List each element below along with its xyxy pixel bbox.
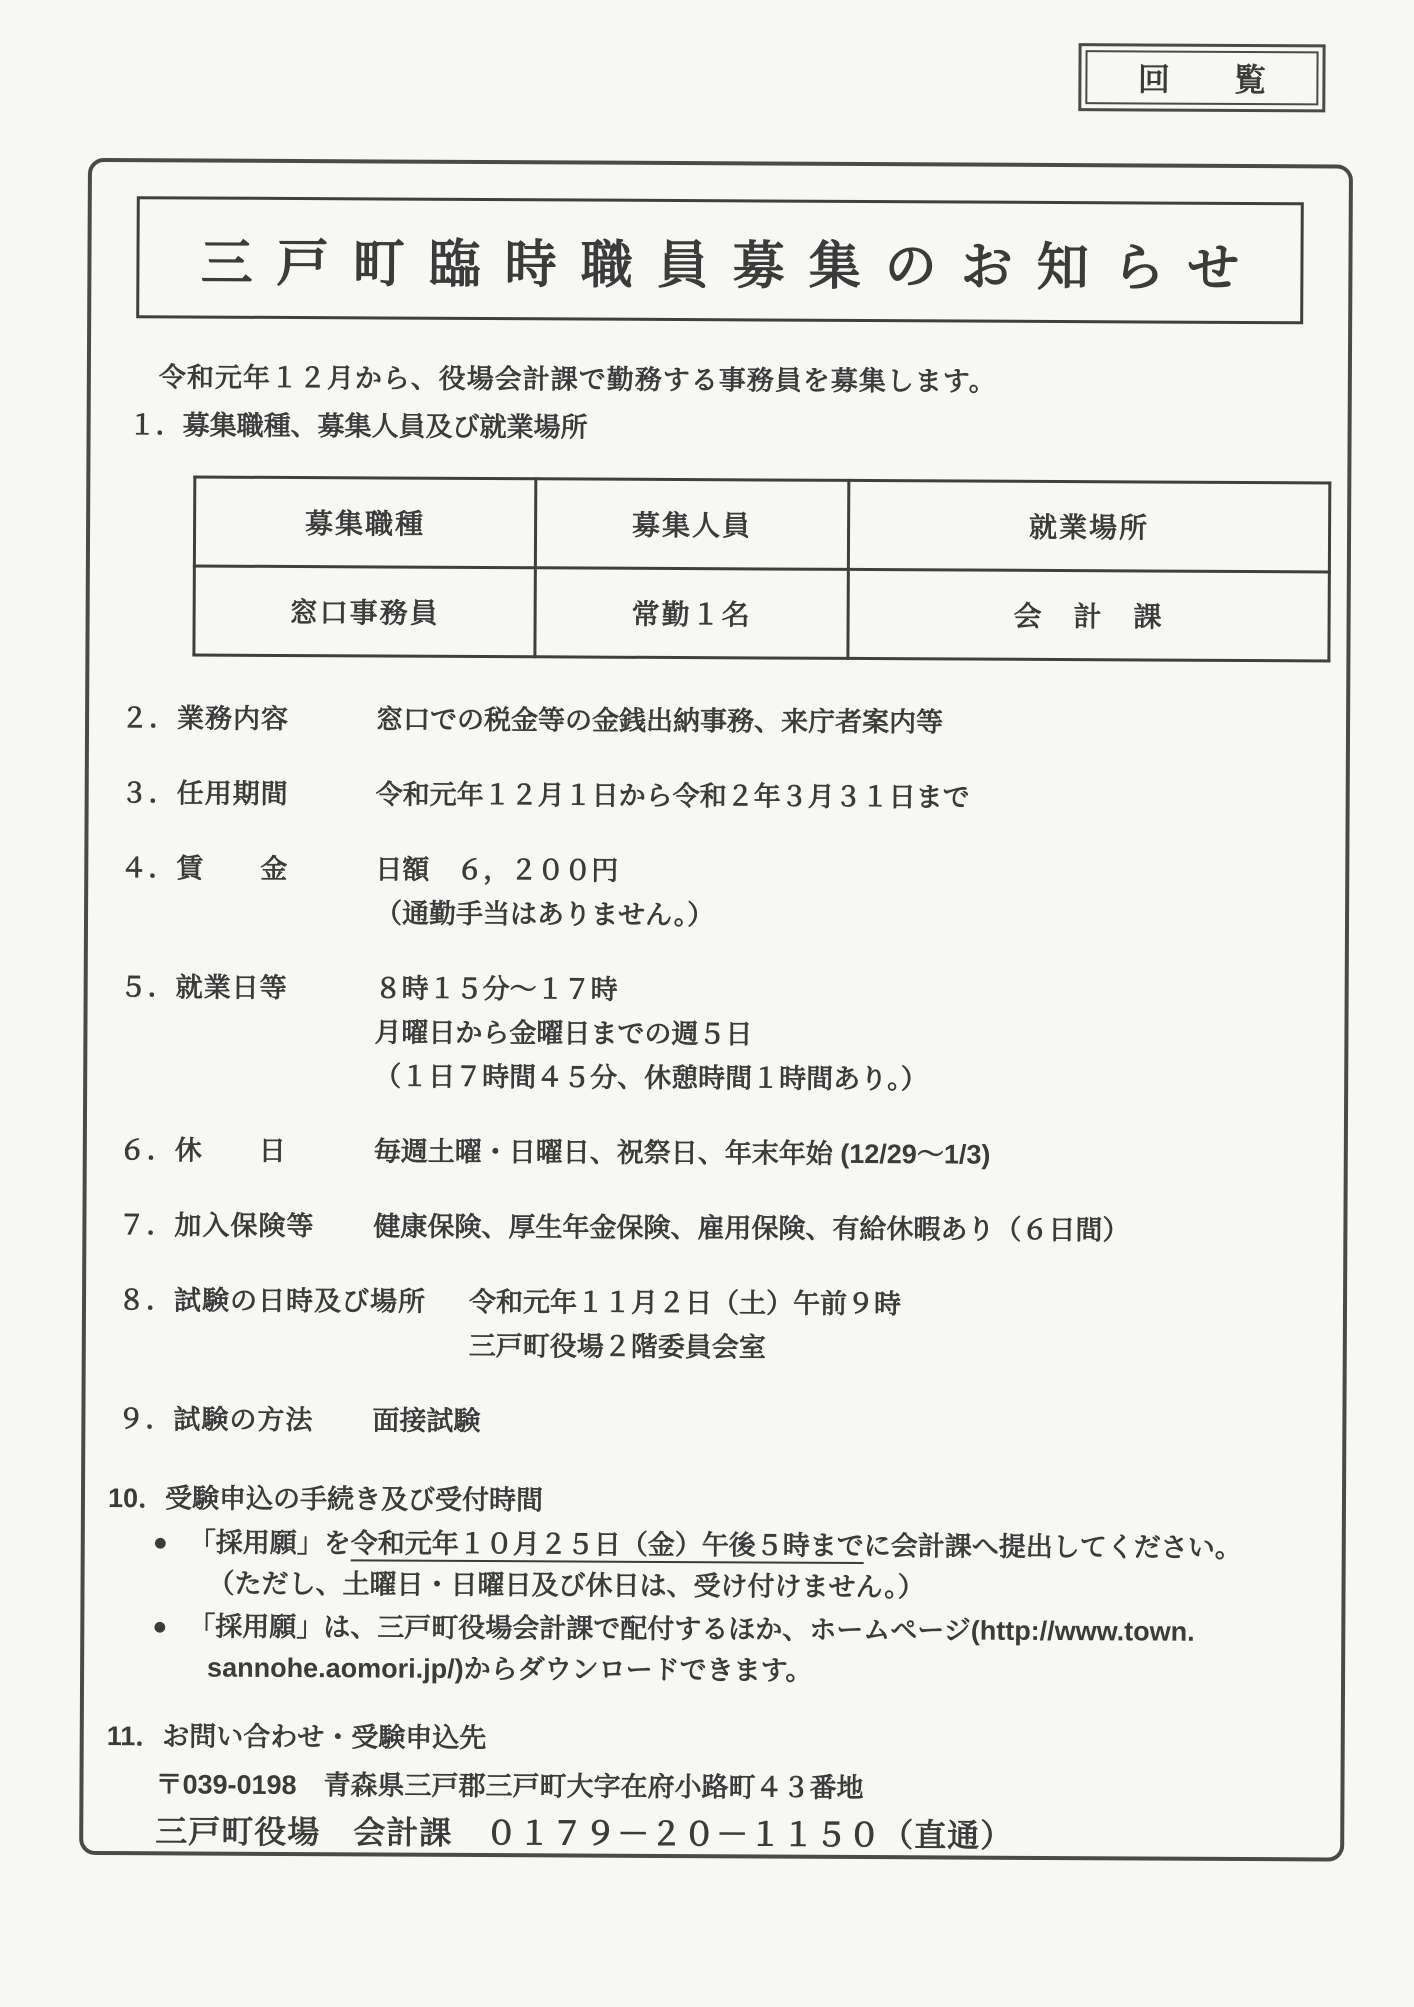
table-header-workplace: 就業場所 xyxy=(848,480,1329,572)
application-form-item xyxy=(152,1606,1341,1653)
deadline-note: （ただし、土曜日・日曜日及び休日は、受け付けません。） xyxy=(207,1568,925,1603)
table-header-row xyxy=(194,477,1329,572)
section-row-insurance xyxy=(118,1203,1343,1253)
section-row-exam-datetime xyxy=(118,1278,1343,1372)
table-cell-job-type: 窓口事務員 xyxy=(194,566,535,657)
section-content-line: 日額 ６，２００円 xyxy=(375,854,619,886)
bullet-icon: ● xyxy=(152,1612,168,1641)
application-form-text-line1: 「採用願」は、三戸町役場会計課で配付するほか、ホームページ(http://www.town. xyxy=(188,1611,1195,1647)
section-content-line: 令和元年１２月１日から令和２年３月３１日まで xyxy=(375,779,970,813)
document-frame xyxy=(79,158,1353,1862)
section-row-exam-method xyxy=(117,1397,1342,1447)
table-row xyxy=(194,566,1329,661)
section-content-line: （１日７時間４５分、休憩時間１時間あり。） xyxy=(374,1061,928,1095)
section-label: ４．賃 金 xyxy=(120,853,289,884)
section-10-heading: 10．受験申込の手続き及び受付時間 xyxy=(107,1483,544,1516)
section-content-line: 窓口での税金等の金銭出納事務、来庁者案内等 xyxy=(375,704,944,738)
table-header-headcount: 募集人員 xyxy=(535,479,848,570)
section-1-heading: １．募集職種、募集人員及び就業場所 xyxy=(128,410,588,443)
section-label: ９．試験の方法 xyxy=(117,1404,314,1436)
intro-text: 令和元年１２月から、役場会計課で勤務する事務員を募集します。 xyxy=(158,362,997,397)
section-label: ２．業務内容 xyxy=(120,703,290,734)
section-content-line: 月曜日から金曜日までの週５日 xyxy=(374,1017,753,1050)
section-label: ５．就業日等 xyxy=(119,972,288,1003)
notice-title: 三戸町臨時職員募集のお知らせ xyxy=(200,234,1264,298)
section-content-line: 三戸町役場２階委員会室 xyxy=(468,1330,766,1363)
table-header-job-type: 募集職種 xyxy=(194,477,535,568)
section-content-line: （通勤手当はありません。） xyxy=(374,898,715,931)
notice-title-box xyxy=(136,196,1304,324)
application-deadline-item xyxy=(153,1522,1342,1569)
section-label: ６．休 日 xyxy=(118,1135,287,1166)
contact-phone: 三戸町役場 会計課 ０１７９－２０－１１５０（直通） xyxy=(155,1813,1014,1854)
application-deadline-text xyxy=(189,1522,1242,1569)
section-content-line: 面接試験 xyxy=(372,1405,481,1437)
section-label: ８．試験の日時及び場所 xyxy=(117,1285,427,1317)
table-cell-workplace: 会 計 課 xyxy=(848,569,1329,661)
section-content-line: 令和元年１１月２日（土）午前９時 xyxy=(468,1286,902,1320)
section-row-duties xyxy=(121,696,1346,746)
application-form-text-line2: sannohe.aomori.jp/)からダウンロードできます。 xyxy=(207,1652,813,1686)
section-row-holidays xyxy=(119,1128,1344,1178)
section-row-workdays xyxy=(119,965,1345,1103)
circulation-stamp-label: 回 覧 xyxy=(1085,50,1318,105)
recruitment-table xyxy=(192,475,1331,662)
section-content-line: ８時１５分～１７時 xyxy=(374,973,618,1005)
section-content-line: 健康保険、厚生年金保険、雇用保険、有給休暇あり（６日間） xyxy=(373,1211,1130,1246)
section-row-term xyxy=(121,771,1346,821)
deadline-post-text: に会計課へ提出してください。 xyxy=(863,1531,1242,1563)
section-row-wage xyxy=(120,846,1345,940)
bullet-icon: ● xyxy=(152,1528,168,1557)
section-label: ３．任用期間 xyxy=(120,778,289,809)
section-label: ７．加入保険等 xyxy=(118,1210,315,1242)
section-content-line: 毎週土曜・日曜日、祝祭日、年末年始 (12/29～1/3) xyxy=(373,1136,991,1170)
underlined-deadline: 令和元年１０月２５日（金）午後５時まで xyxy=(351,1528,864,1564)
circulation-stamp-box xyxy=(1078,43,1325,112)
table-cell-headcount: 常勤１名 xyxy=(535,568,848,659)
section-11-heading: 11．お問い合わせ・受験申込先 xyxy=(106,1721,487,1754)
deadline-pre-text: 「採用願」を xyxy=(188,1527,351,1559)
contact-address: 〒039-0198 青森県三戸郡三戸町大字在府小路町４３番地 xyxy=(155,1769,864,1804)
